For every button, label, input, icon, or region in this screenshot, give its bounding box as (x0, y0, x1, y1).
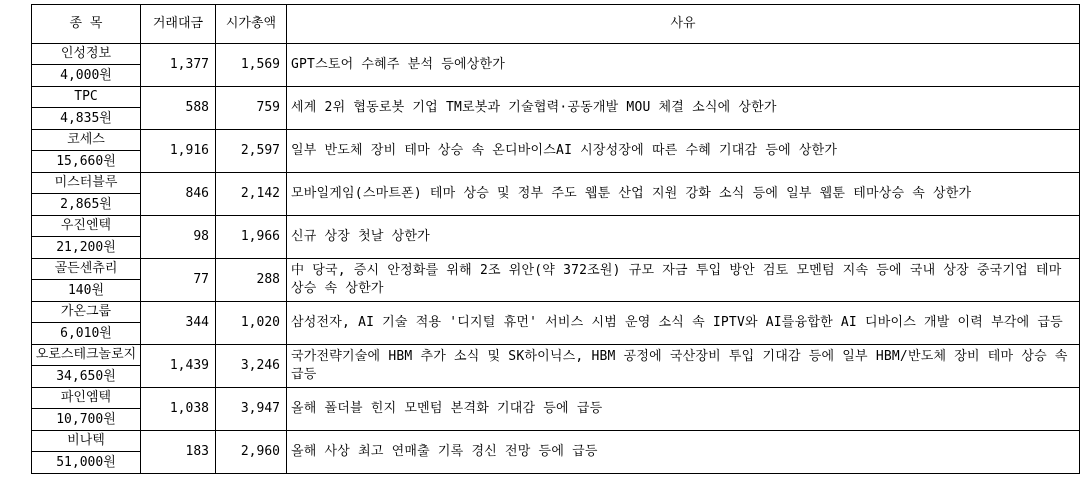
header-stock-name: 종 목 (32, 5, 141, 44)
stock-name: 코세스 (32, 130, 141, 151)
reason-text: 모바일게임(스마트폰) 테마 상승 및 정부 주도 웹툰 산업 지원 강화 소식 등에 일부 웹툰 테마상승 속 상한가 (287, 173, 1080, 216)
reason-text: 세계 2위 협동로봇 기업 TM로봇과 기술협력·공동개발 MOU 체결 소식에 상한가 (287, 87, 1080, 130)
reason-text: 일부 반도체 장비 테마 상승 속 온디바이스AI 시장성장에 따른 수혜 기대감 등에 상한가 (287, 130, 1080, 173)
reason-text: 올해 사상 최고 연매출 기록 경신 전망 등에 급등 (287, 431, 1080, 474)
trading-volume: 1,038 (141, 388, 216, 431)
trading-volume: 77 (141, 259, 216, 302)
table-row (32, 345, 1080, 366)
stock-name: TPC (32, 87, 141, 108)
trading-volume: 846 (141, 173, 216, 216)
market-cap: 2,960 (216, 431, 287, 474)
table-row (32, 173, 1080, 194)
reason-text: GPT스토어 수혜주 분석 등에상한가 (287, 44, 1080, 87)
stock-price: 4,835원 (32, 108, 141, 130)
trading-volume: 344 (141, 302, 216, 345)
stock-price: 2,865원 (32, 194, 141, 216)
market-cap: 1,020 (216, 302, 287, 345)
stock-price: 140원 (32, 280, 141, 302)
reason-text: 신규 상장 첫날 상한가 (287, 216, 1080, 259)
stock-price: 21,200원 (32, 237, 141, 259)
trading-volume: 1,916 (141, 130, 216, 173)
market-cap: 288 (216, 259, 287, 302)
reason-text: 올해 폴더블 힌지 모멘텀 본격화 기대감 등에 급등 (287, 388, 1080, 431)
table-row (32, 87, 1080, 108)
market-cap: 2,597 (216, 130, 287, 173)
table-row (32, 130, 1080, 151)
stock-price: 10,700원 (32, 409, 141, 431)
reason-text: 삼성전자, AI 기술 적용 '디지털 휴먼' 서비스 시범 운영 소식 속 IPTV와 AI를융합한 AI 디바이스 개발 이력 부각에 급등 (287, 302, 1080, 345)
reason-text: 中 당국, 증시 안정화를 위해 2조 위안(약 372조원) 규모 자금 투입 방안 검토 모멘텀 지속 등에 국내 상장 중국기업 테마 상승 속 상한가 (287, 259, 1080, 302)
market-cap: 3,947 (216, 388, 287, 431)
stock-price: 4,000원 (32, 65, 141, 87)
header-market-cap: 시가총액 (216, 5, 287, 44)
trading-volume: 1,439 (141, 345, 216, 388)
stock-name: 미스터블루 (32, 173, 141, 194)
header-row (32, 5, 1080, 44)
market-cap: 759 (216, 87, 287, 130)
stock-price: 34,650원 (32, 366, 141, 388)
market-cap: 3,246 (216, 345, 287, 388)
stock-price: 15,660원 (32, 151, 141, 173)
header-trading-volume: 거래대금 (141, 5, 216, 44)
trading-volume: 1,377 (141, 44, 216, 87)
table-row (32, 388, 1080, 409)
market-cap: 2,142 (216, 173, 287, 216)
stock-name: 파인엠텍 (32, 388, 141, 409)
table-row (32, 44, 1080, 65)
trading-volume: 183 (141, 431, 216, 474)
market-cap: 1,966 (216, 216, 287, 259)
header-reason: 사유 (287, 5, 1080, 44)
stock-price: 6,010원 (32, 323, 141, 345)
stock-name: 가온그룹 (32, 302, 141, 323)
table-row (32, 216, 1080, 237)
market-cap: 1,569 (216, 44, 287, 87)
stock-name: 인성정보 (32, 44, 141, 65)
reason-text: 국가전략기술에 HBM 추가 소식 및 SK하이닉스, HBM 공정에 국산장비 투입 기대감 등에 일부 HBM/반도체 장비 테마 상승 속 급등 (287, 345, 1080, 388)
stock-name: 우진엔텍 (32, 216, 141, 237)
stock-price: 51,000원 (32, 452, 141, 474)
table-row (32, 259, 1080, 280)
table-row (32, 431, 1080, 452)
stock-name: 오로스테크놀로지 (32, 345, 141, 366)
upper-limit-stocks-table (31, 4, 1080, 474)
trading-volume: 98 (141, 216, 216, 259)
table-row (32, 302, 1080, 323)
table-body (32, 44, 1080, 474)
trading-volume: 588 (141, 87, 216, 130)
stock-name: 골든센츄리 (32, 259, 141, 280)
stock-name: 비나텍 (32, 431, 141, 452)
